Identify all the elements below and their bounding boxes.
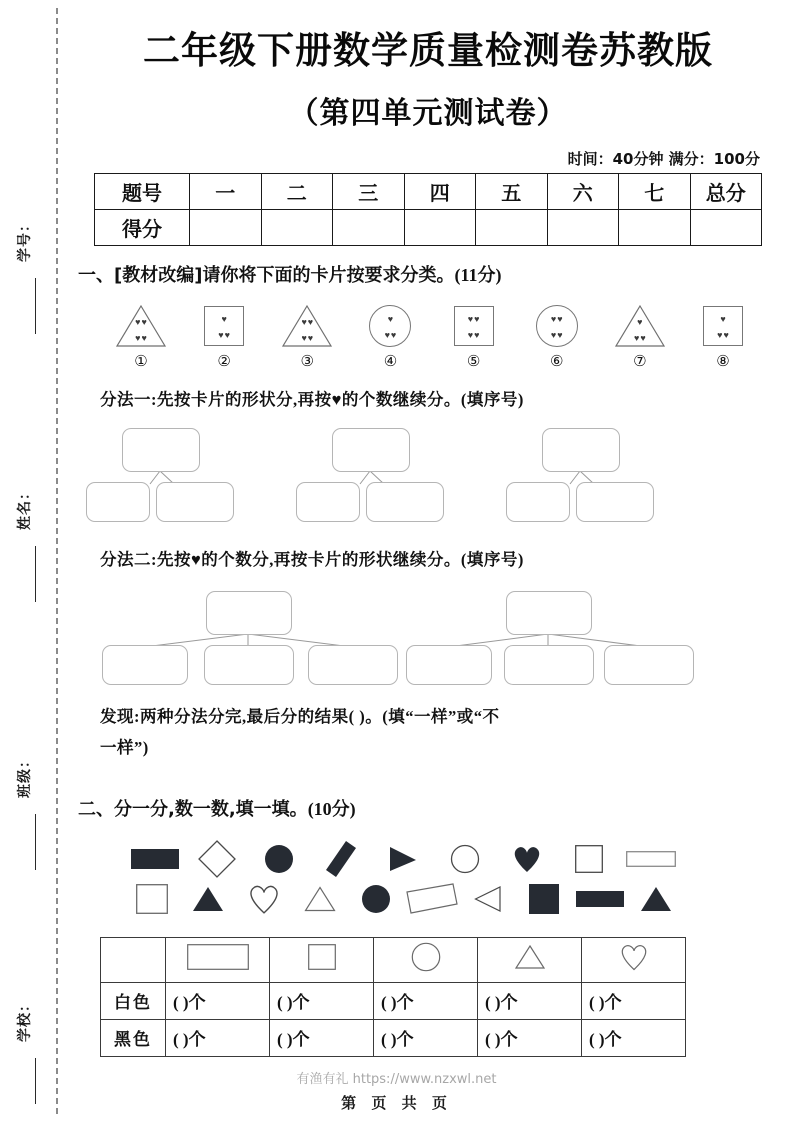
heart-black-icon — [496, 839, 558, 879]
table-row-black — [101, 1019, 686, 1056]
table-row-header — [95, 174, 762, 210]
circle-icon — [411, 959, 441, 976]
card-label-7: ⑦ — [633, 352, 647, 371]
card-3 — [276, 303, 338, 370]
card-set — [110, 303, 754, 370]
method-1-group-1-child-2-box[interactable] — [156, 482, 234, 522]
triangle-black-icon — [628, 879, 684, 919]
exam-meta: 时间：40分钟 满分：100分 — [567, 150, 760, 169]
count-cell-black-circle[interactable]: ( )个 — [374, 1019, 478, 1056]
count-cell-black-square[interactable]: ( )个 — [270, 1019, 374, 1056]
count-table — [100, 937, 686, 1057]
exam-page — [78, 0, 778, 1122]
page-subtitle: （第四单元测试卷） — [288, 96, 568, 132]
card-label-5: ⑤ — [466, 352, 481, 371]
card-label-4: ④ — [383, 352, 398, 371]
score-cell-3[interactable] — [404, 210, 476, 246]
method-2-diagrams — [96, 589, 778, 685]
method-2-group-1-parent-box[interactable] — [206, 591, 292, 635]
card-4 — [359, 303, 421, 370]
count-cell-black-rectangle[interactable]: ( )个 — [166, 1019, 270, 1056]
rectangle-black-icon — [572, 879, 628, 919]
method-1-diagrams — [96, 426, 778, 522]
score-cell-5[interactable] — [547, 210, 619, 246]
score-table-col-6: 七 — [619, 174, 691, 210]
rectangle-tilt-white-icon — [404, 879, 460, 919]
count-table-header-triangle — [478, 937, 582, 982]
method-1-group-3-child-1-box[interactable] — [506, 482, 570, 522]
square-white-icon — [558, 839, 620, 879]
table-row-scores — [95, 210, 762, 246]
margin-rule-xingming — [35, 546, 36, 602]
square-icon — [308, 957, 336, 974]
bar-tilt-black-icon — [310, 839, 372, 879]
margin-field-xingming: 姓名： — [17, 485, 33, 530]
method-2-group-2-parent-box[interactable] — [506, 591, 592, 635]
circle-icon: ♥♥ ♥♥ — [536, 305, 578, 347]
finding-line-1: 发现:两种分法分完,最后分的结果( )。(填“一样”或“不 — [100, 706, 500, 726]
question-1-tag: [教材改编] — [114, 265, 203, 287]
method-2-group-2-child-1-box[interactable] — [406, 645, 492, 685]
square-white-icon — [124, 879, 180, 919]
score-table-row-label-0: 题号 — [95, 174, 190, 210]
page-footer: 第 页 共 页 — [341, 1094, 452, 1112]
method-2-group-1-child-1-box[interactable] — [102, 645, 188, 685]
card-label-6: ⑥ — [549, 352, 564, 371]
question-2-number: 二、 — [78, 798, 114, 820]
score-table-col-1: 二 — [261, 174, 333, 210]
question-2-heading — [78, 796, 778, 823]
circle-icon: ♥ ♥♥ — [369, 305, 411, 347]
margin-rule-banji — [35, 814, 36, 870]
score-cell-4[interactable] — [476, 210, 548, 246]
triangle-icon: ♥ ♥♥ — [614, 304, 666, 348]
score-table-col-3: 四 — [404, 174, 476, 210]
rectangle-black-icon — [124, 839, 186, 879]
count-cell-black-heart[interactable]: ( )个 — [582, 1019, 686, 1056]
method-2-group-1-child-3-box[interactable] — [308, 645, 398, 685]
table-row-header — [101, 937, 686, 982]
heart-icon — [619, 958, 649, 975]
perforation-dashed-line — [56, 8, 58, 1114]
score-cell-2[interactable] — [333, 210, 405, 246]
card-label-8: ⑧ — [716, 352, 730, 371]
score-table-col-2: 三 — [333, 174, 405, 210]
margin-field-xuexiao: 学校： — [17, 997, 33, 1042]
count-cell-white-circle[interactable]: ( )个 — [374, 982, 478, 1019]
score-table-col-4: 五 — [476, 174, 548, 210]
finding-line-2: 一样”) — [100, 738, 149, 758]
square-icon: ♥ ♥♥ — [703, 306, 743, 346]
card-1 — [110, 303, 172, 370]
count-cell-white-rectangle[interactable]: ( )个 — [166, 982, 270, 1019]
method-1-group-2-parent-box[interactable] — [332, 428, 410, 472]
diamond-white-icon — [186, 839, 248, 879]
triangle-icon — [514, 957, 546, 974]
card-2 — [193, 303, 255, 370]
triangle-icon: ♥♥ ♥♥ — [281, 304, 333, 348]
method-1-group-2-child-1-box[interactable] — [296, 482, 360, 522]
score-cell-1[interactable] — [261, 210, 333, 246]
count-table-header-heart — [582, 937, 686, 982]
method-2-group-2-child-3-box[interactable] — [604, 645, 694, 685]
question-2-text: 分一分,数一数,填一填。 — [114, 798, 308, 820]
watermark-text: 有渔有礼 https://www.nzxwl.net — [296, 1072, 497, 1087]
card-5 — [443, 303, 505, 370]
method-1-group-1-parent-box[interactable] — [122, 428, 200, 472]
triangle-white-icon — [292, 879, 348, 919]
count-cell-black-triangle[interactable]: ( )个 — [478, 1019, 582, 1056]
card-7 — [609, 303, 671, 370]
square-icon: ♥ ♥♥ — [204, 306, 244, 346]
count-table-header-rectangle — [166, 937, 270, 982]
card-label-2: ② — [217, 352, 231, 371]
circle-black-icon — [248, 839, 310, 879]
card-label-1: ① — [134, 352, 148, 371]
score-table-row-label-1: 得分 — [95, 210, 190, 246]
square-black-icon — [516, 879, 572, 919]
triangle-right-black-icon — [372, 839, 434, 879]
method-1-group-3-parent-box[interactable] — [542, 428, 620, 472]
count-table-header-circle — [374, 937, 478, 982]
count-table-row-label-white: 白色 — [101, 982, 166, 1019]
method-1-label: 分法一:先按卡片的形状分,再按♥的个数继续分。(填序号) — [100, 390, 524, 410]
shape-pool-row-1 — [124, 839, 684, 879]
margin-rule-xuehao — [35, 278, 36, 334]
question-1-heading — [78, 262, 778, 289]
card-8 — [692, 303, 754, 370]
card-label-3: ③ — [300, 352, 314, 371]
triangle-black-icon — [180, 879, 236, 919]
question-1-text: 请你将下面的卡片按要求分类。 — [202, 265, 455, 287]
count-table-header-square — [270, 937, 374, 982]
circle-white-icon — [434, 839, 496, 879]
count-cell-white-square[interactable]: ( )个 — [270, 982, 374, 1019]
question-1-number: 一、 — [78, 265, 114, 287]
method-1-group-2-child-2-box[interactable] — [366, 482, 444, 522]
triangle-left-white-icon — [460, 879, 516, 919]
heart-white-icon — [236, 879, 292, 919]
shape-pool-row-2 — [124, 879, 684, 919]
circle-black-icon — [348, 879, 404, 919]
count-cell-white-heart[interactable]: ( )个 — [582, 982, 686, 1019]
question-1-points: (11分) — [454, 265, 502, 286]
method-2-group-2-child-2-box[interactable] — [504, 645, 594, 685]
score-table-col-7: 总分 — [690, 174, 762, 210]
method-2-label: 分法二:先按♥的个数分,再按卡片的形状继续分。(填序号) — [100, 549, 524, 569]
score-table — [94, 173, 762, 246]
count-table-row-label-black: 黑色 — [101, 1019, 166, 1056]
triangle-icon: ♥♥ ♥♥ — [115, 304, 167, 348]
score-cell-0[interactable] — [190, 210, 262, 246]
rectangle-icon — [187, 957, 249, 974]
shape-pool — [124, 839, 684, 919]
count-table-corner — [101, 937, 166, 982]
page-title: 二年级下册数学质量检测卷苏教版 — [143, 29, 713, 72]
margin-field-banji: 班级： — [17, 753, 33, 798]
table-row-white — [101, 982, 686, 1019]
score-cell-7[interactable] — [690, 210, 762, 246]
rectangle-white-icon — [620, 839, 682, 879]
method-1-group-1-child-1-box[interactable] — [86, 482, 150, 522]
method-1-group-3-child-2-box[interactable] — [576, 482, 654, 522]
margin-field-xuehao: 学号： — [17, 217, 33, 262]
method-2-group-1-child-2-box[interactable] — [204, 645, 294, 685]
score-cell-6[interactable] — [619, 210, 691, 246]
score-table-col-0: 一 — [190, 174, 262, 210]
score-table-col-5: 六 — [547, 174, 619, 210]
question-2-points: (10分) — [307, 798, 356, 819]
count-cell-white-triangle[interactable]: ( )个 — [478, 982, 582, 1019]
card-6 — [526, 303, 588, 370]
square-icon: ♥♥ ♥♥ — [454, 306, 494, 346]
